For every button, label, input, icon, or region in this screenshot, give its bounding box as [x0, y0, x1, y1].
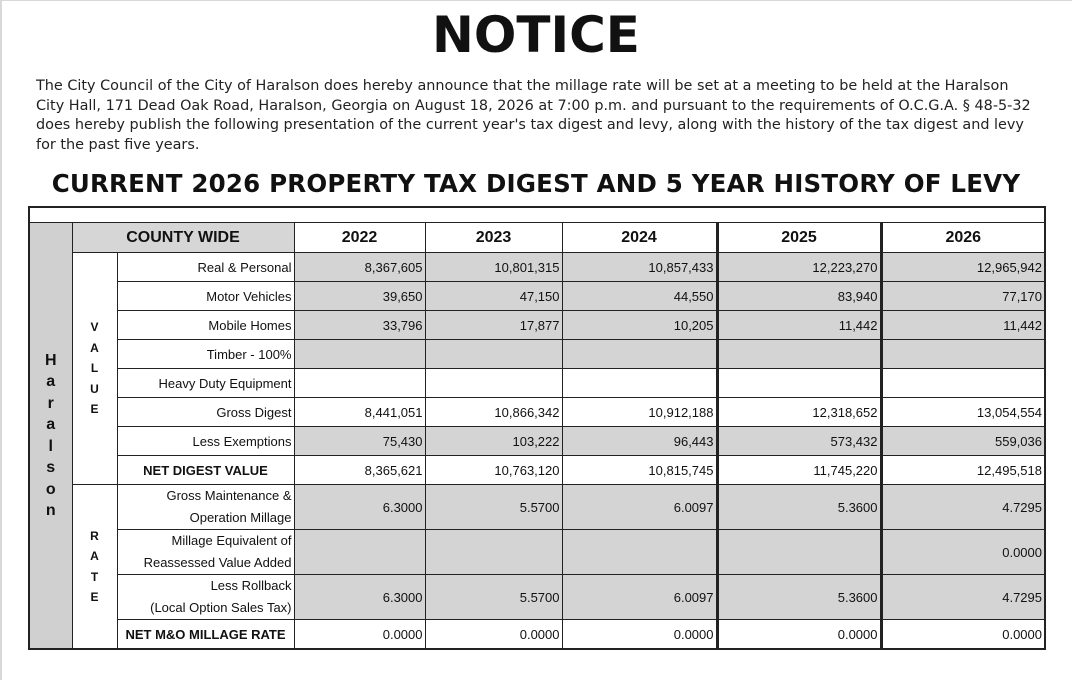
section-title: CURRENT 2026 PROPERTY TAX DIGEST AND 5 YEAR HISTORY OF LEVY — [51, 169, 1021, 198]
row-label: NET M&O MILLAGE RATE — [117, 620, 294, 650]
cell-value: 33,796 — [294, 311, 425, 340]
row-label: Motor Vehicles — [117, 282, 294, 311]
cell-value: 0.0000 — [881, 530, 1045, 575]
year-header: 2023 — [425, 223, 562, 253]
cell-value: 10,801,315 — [425, 253, 562, 282]
cell-value — [717, 369, 881, 398]
cell-value: 11,745,220 — [717, 456, 881, 485]
cell-value: 8,365,621 — [294, 456, 425, 485]
cell-value: 96,443 — [562, 427, 717, 456]
table-row — [29, 620, 1045, 650]
row-label: Millage Equivalent of Reassessed Value Added — [117, 530, 294, 575]
cell-value: 0.0000 — [881, 620, 1045, 650]
value-section-label: V A L U E — [72, 253, 117, 485]
row-label: Real & Personal — [117, 253, 294, 282]
rate-section-label: R A T E — [72, 485, 117, 650]
cell-value: 0.0000 — [294, 620, 425, 650]
cell-value: 5.3600 — [717, 575, 881, 620]
table-row — [29, 369, 1045, 398]
cell-value: 12,318,652 — [717, 398, 881, 427]
table-row — [29, 398, 1045, 427]
year-header: 2024 — [562, 223, 717, 253]
cell-value: 10,815,745 — [562, 456, 717, 485]
cell-value: 83,940 — [717, 282, 881, 311]
cell-value: 44,550 — [562, 282, 717, 311]
cell-value: 8,441,051 — [294, 398, 425, 427]
cell-value: 47,150 — [425, 282, 562, 311]
jurisdiction-sidebar: H a r a l s o n — [29, 223, 72, 650]
table-top-band — [29, 207, 1045, 223]
cell-value: 12,223,270 — [717, 253, 881, 282]
cell-value: 4.7295 — [881, 575, 1045, 620]
cell-value: 8,367,605 — [294, 253, 425, 282]
cell-value: 5.5700 — [425, 575, 562, 620]
cell-value: 75,430 — [294, 427, 425, 456]
row-label: Mobile Homes — [117, 311, 294, 340]
cell-value: 11,442 — [717, 311, 881, 340]
cell-value: 10,866,342 — [425, 398, 562, 427]
table-row — [29, 427, 1045, 456]
cell-value: 0.0000 — [717, 620, 881, 650]
header-row — [29, 223, 1045, 253]
cell-value — [881, 340, 1045, 369]
cell-value: 10,912,188 — [562, 398, 717, 427]
cell-value: 10,205 — [562, 311, 717, 340]
cell-value — [562, 530, 717, 575]
table-row — [29, 485, 1045, 530]
row-label: Heavy Duty Equipment — [117, 369, 294, 398]
cell-value: 103,222 — [425, 427, 562, 456]
tax-digest-table — [28, 206, 1046, 650]
county-wide-header: COUNTY WIDE — [72, 223, 294, 253]
year-header: 2025 — [717, 223, 881, 253]
year-header: 2022 — [294, 223, 425, 253]
year-header: 2026 — [881, 223, 1045, 253]
cell-value — [717, 530, 881, 575]
row-label: Gross Maintenance & Operation Millage — [117, 485, 294, 530]
cell-value — [562, 340, 717, 369]
cell-value — [294, 369, 425, 398]
notice-title: NOTICE — [432, 6, 640, 64]
cell-value: 12,495,518 — [881, 456, 1045, 485]
cell-value: 39,650 — [294, 282, 425, 311]
table-row — [29, 575, 1045, 620]
cell-value: 77,170 — [881, 282, 1045, 311]
cell-value: 11,442 — [881, 311, 1045, 340]
row-label: NET DIGEST VALUE — [117, 456, 294, 485]
cell-value: 0.0000 — [425, 620, 562, 650]
cell-value — [881, 369, 1045, 398]
cell-value: 12,965,942 — [881, 253, 1045, 282]
cell-value: 559,036 — [881, 427, 1045, 456]
cell-value: 17,877 — [425, 311, 562, 340]
table-row — [29, 282, 1045, 311]
cell-value: 10,857,433 — [562, 253, 717, 282]
row-label: Gross Digest — [117, 398, 294, 427]
cell-value — [425, 340, 562, 369]
cell-value: 6.3000 — [294, 575, 425, 620]
table-row — [29, 530, 1045, 575]
cell-value: 6.3000 — [294, 485, 425, 530]
notice-body: The City Council of the City of Haralson does hereby announce that the millage rate will be set at a meeting to be held at the Haralson City Hall, 171 Dead Oak Road, Haralson, Georgia on August 18, 2026 at 7:00 p.m. and pursuant to the requirements of O.C.G.A. § 48-5-32 does hereby publish the following presentation of the current year's tax digest and levy, along with the history of the tax digest and levy for the past five years. — [36, 78, 1031, 153]
cell-value: 4.7295 — [881, 485, 1045, 530]
row-label: Less Rollback (Local Option Sales Tax) — [117, 575, 294, 620]
table-row — [29, 340, 1045, 369]
table-row — [29, 456, 1045, 485]
cell-value — [425, 530, 562, 575]
cell-value — [294, 530, 425, 575]
cell-value: 6.0097 — [562, 485, 717, 530]
cell-value — [562, 369, 717, 398]
table-row — [29, 253, 1045, 282]
cell-value: 5.5700 — [425, 485, 562, 530]
cell-value — [717, 340, 881, 369]
row-label: Less Exemptions — [117, 427, 294, 456]
row-label: Timber - 100% — [117, 340, 294, 369]
cell-value: 10,763,120 — [425, 456, 562, 485]
cell-value — [425, 369, 562, 398]
cell-value: 5.3600 — [717, 485, 881, 530]
table-row — [29, 311, 1045, 340]
cell-value — [294, 340, 425, 369]
cell-value: 0.0000 — [562, 620, 717, 650]
cell-value: 573,432 — [717, 427, 881, 456]
cell-value: 13,054,554 — [881, 398, 1045, 427]
cell-value: 6.0097 — [562, 575, 717, 620]
